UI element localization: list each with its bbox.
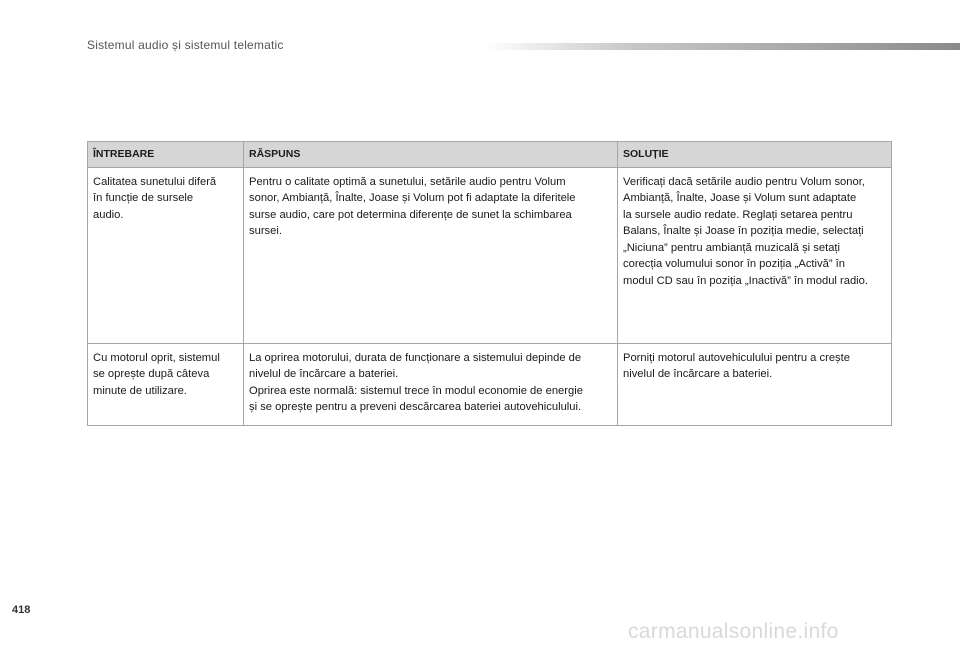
- question-cell: Cu motorul oprit, sistemul se oprește după câteva minute de utilizare.: [88, 343, 244, 425]
- solution-cell: Verificați dacă setările audio pentru Volum sonor, Ambianță, Înalte, Joase și Volum sunt adaptate la sursele audio redate. Reglați setarea pentru Balans, Înalte și Joase în poziția medie, selectați „Niciuna” pentru ambianță muzicală și setați corecția volumului sonor în poziția „Activă” în modul CD sau în poziția „Inactivă” în modul radio.: [618, 167, 892, 343]
- faq-table: [87, 141, 892, 426]
- answer-cell: Pentru o calitate optimă a sunetului, setările audio pentru Volum sonor, Ambianță, Înalte, Joase și Volum pot fi adaptate la diferitele surse audio, care pot determina diferențe de sunet la schimbarea sursei.: [244, 167, 618, 343]
- solution-cell: Porniți motorul autovehiculului pentru a crește nivelul de încărcare a bateriei.: [618, 343, 892, 425]
- answer-cell: La oprirea motorului, durata de funcționare a sistemului depinde de nivelul de încărcare a bateriei. Oprirea este normală: sistemul trece în modul economie de energie și se oprește pentru a preveni descărcarea bateriei autovehiculului.: [244, 343, 618, 425]
- column-header-question: ÎNTREBARE: [88, 142, 244, 168]
- column-header-solution: SOLUȚIE: [618, 142, 892, 168]
- table-row: [88, 343, 892, 425]
- question-cell: Calitatea sunetului diferă în funcție de sursele audio.: [88, 167, 244, 343]
- section-title: Sistemul audio și sistemul telematic: [87, 38, 284, 52]
- header-gradient-bar: [485, 43, 960, 50]
- page-number: 418: [12, 604, 31, 616]
- table-row: [88, 167, 892, 343]
- table-header-row: [88, 142, 892, 168]
- watermark: carmanualsonline.info: [628, 620, 839, 643]
- column-header-answer: RĂSPUNS: [244, 142, 618, 168]
